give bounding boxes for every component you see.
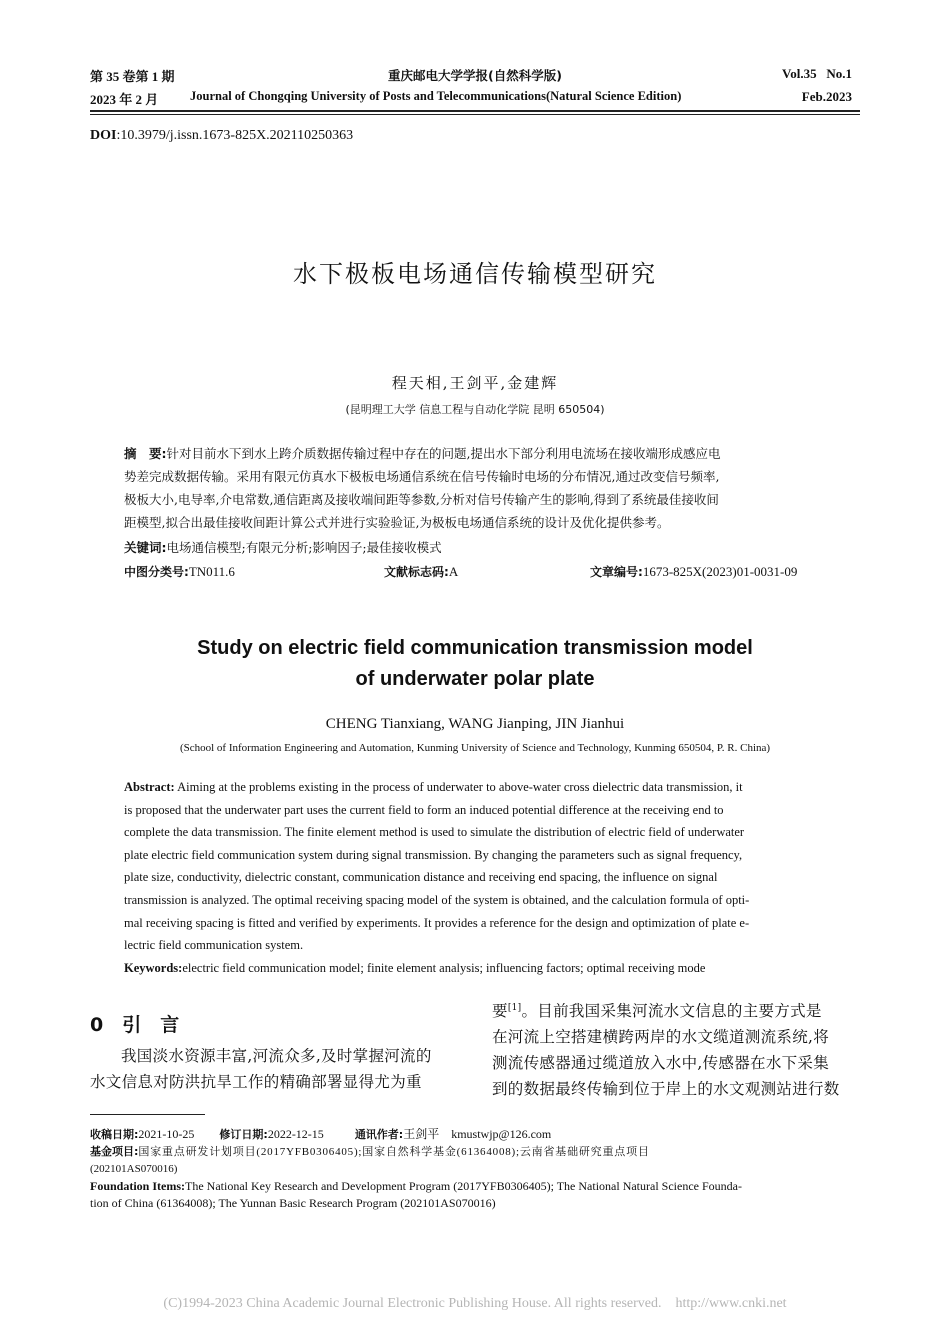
keywords-en	[124, 961, 705, 976]
journal-name-en: Journal of Chongqing University of Posts and Telecommunications(Natural Science Edition)	[190, 89, 682, 103]
title-cn: 水下极板电场通信传输模型研究	[293, 260, 657, 288]
corresponding-value[interactable]: 王剑平 kmustwjp@126.com	[403, 1127, 552, 1141]
abstract-cn-label: 摘 要:	[124, 446, 167, 461]
doi[interactable]	[90, 128, 353, 144]
affiliation-cn: (昆明理工大学 信息工程与自动化学院 昆明 650504)	[345, 403, 605, 416]
section0-left-column	[90, 1043, 462, 1095]
fund-en-line: tion of China (61364008); The Yunnan Basic Research Program (202101AS070016)	[90, 1196, 496, 1210]
abstract-cn-line: 极板大小,电导率,介电常数,通信距离及接收端间距等参数,分析对信号传输产生的影响,得到了系统最佳接收间	[124, 492, 719, 507]
abstract-en-label: Abstract:	[124, 780, 175, 794]
copyright-notice: (C)1994-2023 China Academic Journal Electronic Publishing House. All rights reserved. http://www.cnki.net	[163, 1296, 787, 1311]
footnotes	[90, 1126, 860, 1212]
body-line: 到的数据最终传输到位于岸上的水文观测站进行数	[492, 1080, 840, 1099]
keywords-cn-label: 关键词:	[124, 540, 167, 555]
volume-issue-cn: 第 35 卷第 1 期	[90, 69, 175, 84]
abstract-en	[124, 776, 827, 957]
fund-en-label: Foundation Items:	[90, 1179, 186, 1193]
journal-name-cn: 重庆邮电大学学报(自然科学版)	[388, 68, 562, 83]
keywords-cn-text: 电场通信模型;有限元分析;影响因子;最佳接收模式	[166, 540, 442, 555]
abstract-cn-line: 距模型,拟合出最佳接收间距计算公式并进行实验验证,为极板电场通信系统的设计及优化提供参考。	[124, 515, 670, 530]
document-code	[384, 563, 458, 580]
date-en: Feb.2023	[801, 89, 852, 104]
body-line: 测流传感器通过缆道放入水中,传感器在水下采集	[492, 1054, 830, 1073]
fund-cn-label: 基金项目:	[90, 1145, 139, 1158]
body-text: 要	[492, 1002, 508, 1021]
title-en-line: of underwater polar plate	[355, 668, 595, 690]
abstract-en-line: plate size, conductivity, dielectric constant, communication distance and receiving end spacing, the influence on signal	[124, 870, 718, 885]
abstract-en-line: complete the data transmission. The finite element method is used to simulate the distribution of electric field of underwater	[124, 825, 745, 840]
abstract-en-line: is proposed that the underwater part uses the current field to form an induced potential difference at the receiving end to	[124, 802, 724, 817]
section-heading: 0 引 言	[90, 1014, 180, 1036]
body-text: 。目前我国采集河流水文信息的主要方式是	[521, 1002, 822, 1021]
affiliation-en: (School of Information Engineering and Automation, Kunming University of Science and Technology, Kunming 650504, P. R. China)	[179, 742, 771, 754]
abstract-en-line: transmission is analyzed. The optimal receiving spacing model of the system is obtained, and the calculation formula of opti-	[124, 892, 750, 907]
abstract-cn-line: 势差完成数据传输。采用有限元仿真水下极板电场通信系统在信号传输时电场的分布情况,通过改变信号频率,	[124, 469, 720, 484]
citation-ref[interactable]: [1]	[507, 1003, 522, 1013]
header-rule-thin	[90, 114, 860, 115]
doc-code-value: A	[448, 564, 459, 579]
fund-cn-line: 国家重点研发计划项目(2017YFB0306405);国家自然科学基金(61364008);云南省基础研究重点项目	[138, 1146, 650, 1158]
abstract-en-line: plate electric field communication system during signal transmission. By changing the parameters such as signal frequency,	[124, 847, 743, 862]
section0-right-column	[492, 995, 864, 1102]
doi-value: :10.3979/j.issn.1673-825X.202110250363	[116, 128, 354, 143]
keywords-en-label: Keywords:	[124, 961, 183, 975]
clc-value: TN011.6	[188, 564, 235, 579]
revised-label: 修订日期:	[219, 1128, 268, 1141]
doc-code-label: 文献标志码:	[384, 565, 449, 579]
corresponding-label: 通讯作者:	[354, 1128, 404, 1141]
article-no-value: 1673-825X(2023)01-0031-09	[642, 564, 798, 579]
footnote-rule	[90, 1114, 205, 1115]
volume-issue-en: Vol.35 No.1	[782, 66, 852, 81]
keywords-cn	[124, 538, 442, 558]
article-number	[590, 563, 797, 580]
fund-en-line: The National Key Research and Development Program (2017YFB0306405); The National Natural Science Founda-	[185, 1179, 742, 1193]
title-en	[0, 633, 950, 695]
abstract-cn	[124, 444, 844, 533]
clc-number	[124, 563, 235, 580]
abstract-en-line: Aiming at the problems existing in the process of underwater to above-water cross dielectric data transmission, it	[174, 780, 743, 794]
body-line: 我国淡水资源丰富,河流众多,及时掌握河流的	[121, 1047, 432, 1065]
authors-cn: 程天相,王剑平,金建辉	[391, 374, 559, 392]
date-cn: 2023 年 2 月	[90, 92, 159, 107]
body-line: 水文信息对防洪抗旱工作的精确部署显得尤为重	[90, 1073, 422, 1091]
abstract-en-line: mal receiving spacing is fitted and verified by experiments. It provides a reference for the design and optimization of plate e-	[124, 915, 750, 930]
title-en-line: Study on electric field communication transmission model	[197, 637, 753, 659]
keywords-en-text: electric field communication model; finite element analysis; influencing factors; optimal receiving mode	[182, 961, 706, 975]
fund-cn-line: (202101AS070016)	[90, 1163, 178, 1175]
article-no-label: 文章编号:	[590, 565, 643, 579]
body-line: 在河流上空搭建横跨两岸的水文缆道测流系统,将	[492, 1028, 830, 1047]
revised-value: 2022-12-15	[267, 1127, 324, 1141]
received-value: 2021-10-25	[138, 1127, 195, 1141]
clc-label: 中图分类号:	[124, 565, 189, 579]
received-label: 收稿日期:	[90, 1128, 139, 1141]
abstract-cn-line: 针对目前水下到水上跨介质数据传输过程中存在的问题,提出水下部分利用电流场在接收端形成感应电	[166, 446, 721, 461]
abstract-en-line: lectric field communication system.	[124, 938, 304, 953]
authors-en: CHENG Tianxiang, WANG Jianping, JIN Jianhui	[325, 716, 625, 732]
doi-label: DOI	[90, 128, 117, 143]
header-rule	[90, 110, 860, 112]
